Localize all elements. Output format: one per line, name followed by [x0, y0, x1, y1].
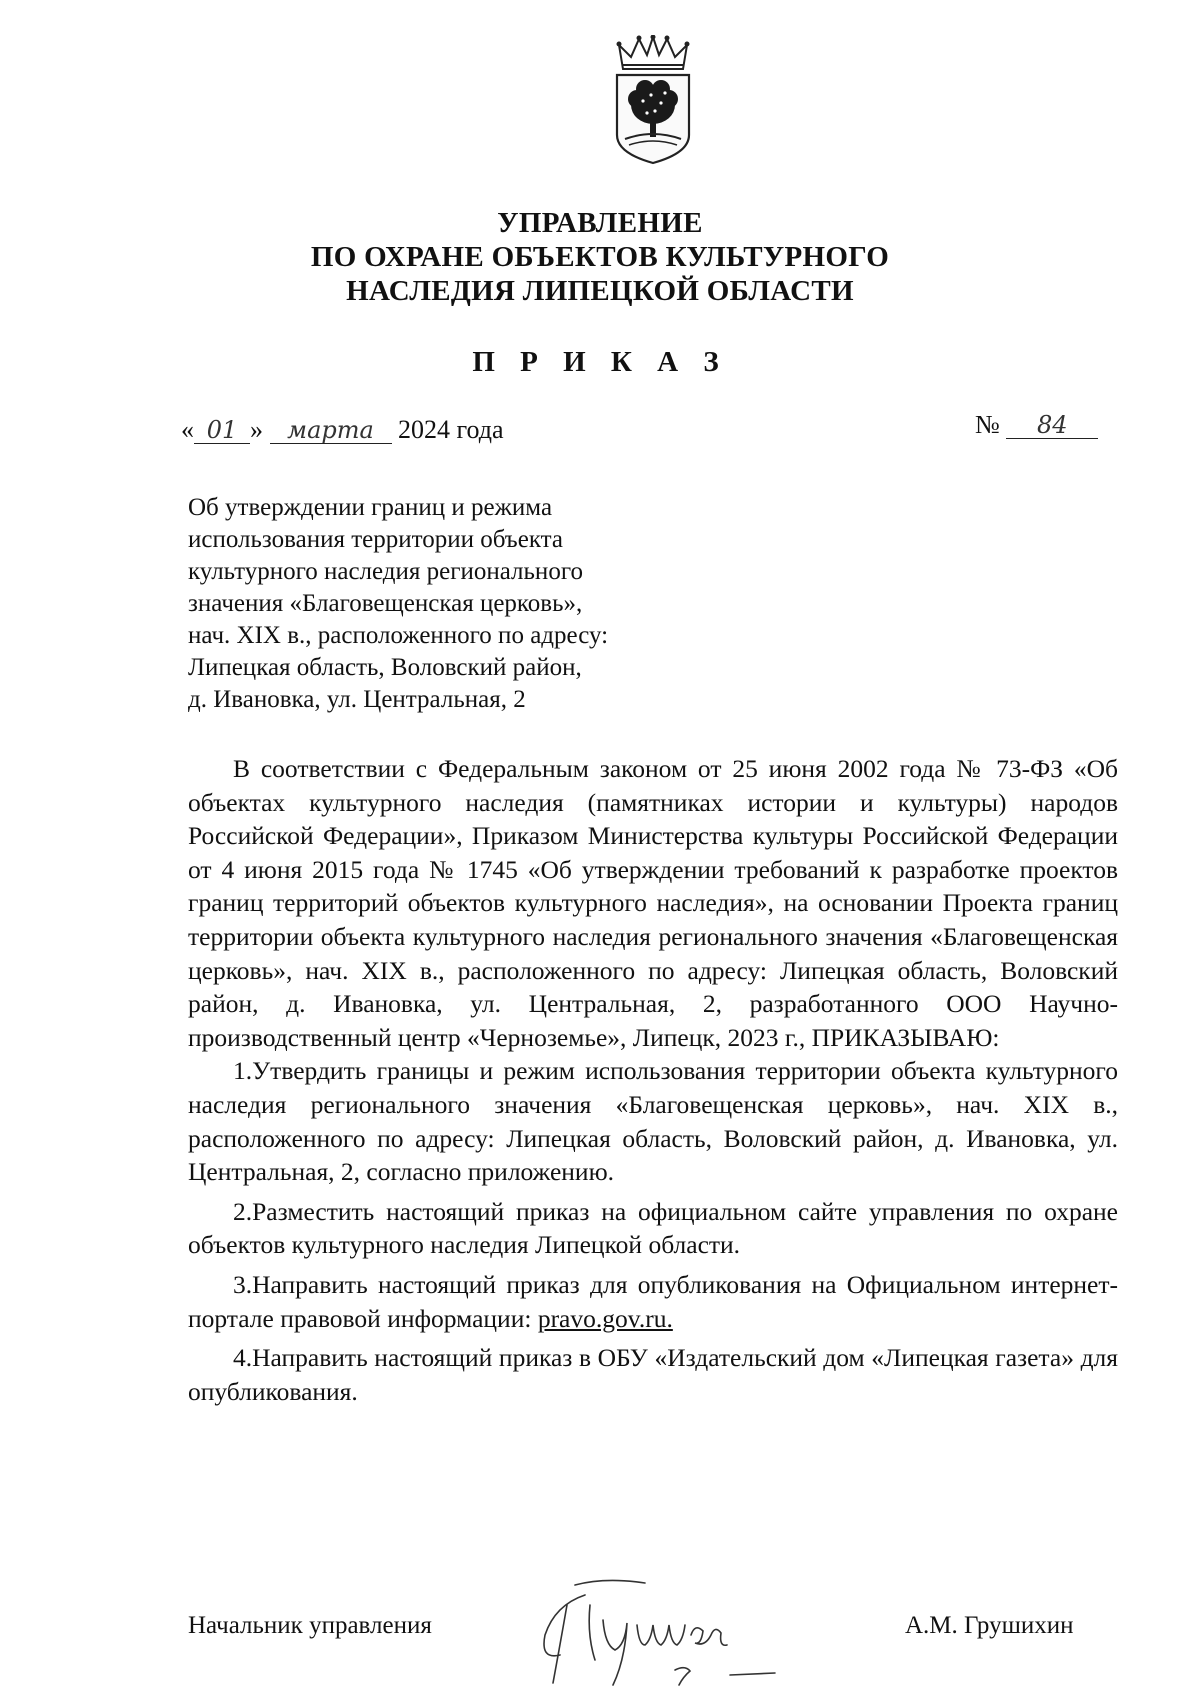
- subject-line: Липецкая область, Воловский район,: [188, 654, 582, 681]
- subject-line: Об утверждении границ и режима: [188, 494, 553, 521]
- order-subject: [188, 492, 708, 716]
- order-number: [975, 410, 1098, 440]
- signer-name: А.М. Грушихин: [905, 1612, 1074, 1639]
- date-year: 2024 года: [398, 415, 504, 444]
- date-close-quote: »: [250, 415, 263, 444]
- order-date: [181, 415, 504, 445]
- date-day: 01: [194, 417, 250, 444]
- order-item-3: [188, 1268, 1118, 1335]
- header-line-1: УПРАВЛЕНИЕ: [497, 207, 703, 239]
- order-item-3-text: 3.Направить настоящий приказ для опубликования на Официальном интернет-портале правовой информации:: [188, 1269, 1118, 1333]
- number-value: 84: [1006, 412, 1098, 439]
- order-title: П Р И К А З: [472, 346, 728, 378]
- order-body: [188, 752, 1118, 1414]
- coat-of-arms-icon: [605, 35, 701, 165]
- subject-line: культурного наследия регионального: [188, 558, 583, 585]
- date-open-quote: «: [181, 415, 194, 444]
- order-item-2: 2.Разместить настоящий приказ на официальном сайте управления по охране объектов культурного наследия Липецкой области.: [188, 1196, 1118, 1260]
- handwritten-signature: [515, 1565, 815, 1695]
- subject-line: использования территории объекта: [188, 526, 563, 553]
- pravo-link[interactable]: pravo.gov.ru.: [537, 1303, 673, 1333]
- subject-line: значения «Благовещенская церковь»,: [188, 590, 583, 617]
- signer-position: Начальник управления: [188, 1612, 432, 1639]
- date-month: марта: [270, 417, 392, 444]
- header-line-2: ПО ОХРАНЕ ОБЪЕКТОВ КУЛЬТУРНОГО: [310, 241, 890, 273]
- order-item-4: 4.Направить настоящий приказ в ОБУ «Издательский дом «Липецкая газета» для опубликования.: [188, 1343, 1118, 1406]
- subject-line: д. Ивановка, ул. Центральная, 2: [188, 686, 526, 713]
- authority-header: [0, 206, 1200, 308]
- order-item-1: 1.Утвердить границы и режим использования территории объекта культурного наследия регионального значения «Благовещенская церковь», нач. XIX в., расположенного по адресу: Липецкая область, Воловский район, д. Ивановка, ул. Центральная, 2, согласно приложению.: [188, 1056, 1118, 1187]
- number-label: №: [975, 410, 1000, 439]
- header-line-3: НАСЛЕДИЯ ЛИПЕЦКОЙ ОБЛАСТИ: [346, 275, 854, 307]
- subject-line: нач. XIX в., расположенного по адресу:: [188, 622, 609, 649]
- preamble-paragraph: В соответствии с Федеральным законом от 25 июня 2002 года № 73-ФЗ «Об объектах культурного наследия (памятниках истории и культуры) народов Российской Федерации», Приказом Министерства культуры Российской Федерации от 4 июня 2015 года № 1745 «Об утверждении требований к разработке проектов границ территорий объектов культурного наследия», на основании Проекта границ территории объекта культурного наследия регионального значения «Благовещенская церковь», нач. XIX в., расположенного по адресу: Липецкая область, Воловский район, д. Ивановка, ул. Центральная, 2, разработанного ООО Научно-производственный центр «Черноземье», Липецк, 2023 г., ПРИКАЗЫВАЮ:: [188, 754, 1118, 1052]
